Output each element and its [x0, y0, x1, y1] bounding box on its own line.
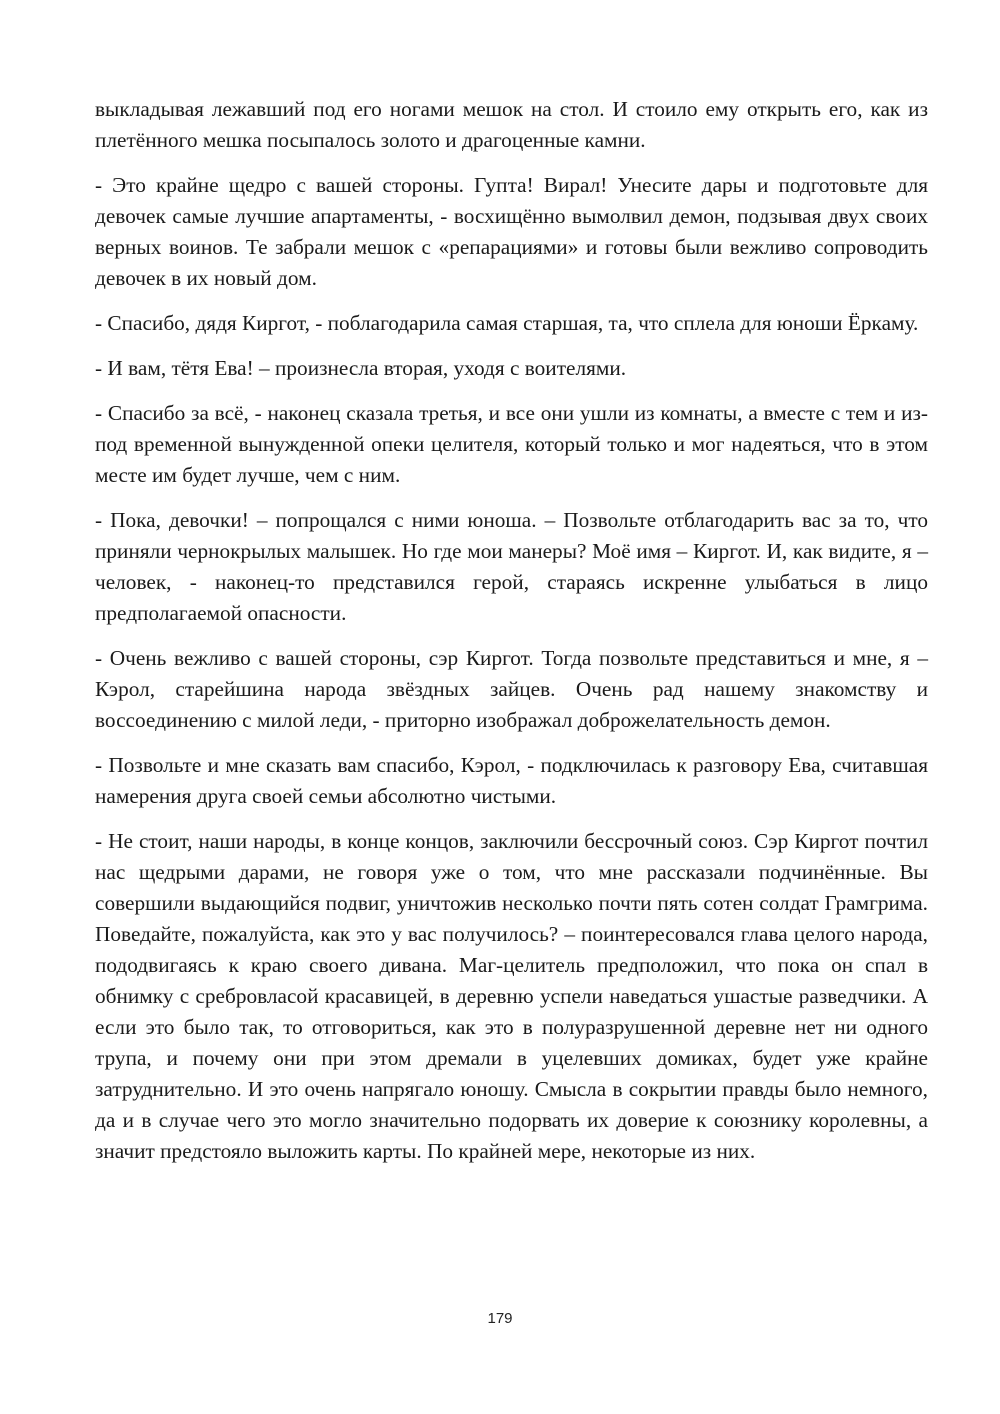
paragraph-8: - Позвольте и мне сказать вам спасибо, Кэрол, - подключилась к разговору Ева, считавшая намерения друга своей семьи абсолютно чистыми. [95, 753, 928, 808]
paragraph-4: - И вам, тётя Ева! – произнесла вторая, уходя с воителями. [95, 356, 627, 380]
paragraph-7: - Очень вежливо с вашей стороны, сэр Киргот. Тогда позвольте представиться и мне, я – Кэрол, старейшина народа звёздных зайцев. Очень рад нашему знакомству и воссоединению с милой леди, - приторно изображал доброжелательность демон. [95, 646, 928, 732]
page-number: 179 [487, 1310, 513, 1327]
paragraph-1: выкладывая лежавший под его ногами мешок на стол. И стоило ему открыть его, как из плетённого мешка посыпалось золото и драгоценные камни. [95, 97, 928, 152]
paragraph-6: - Пока, девочки! – попрощался с ними юноша. – Позвольте отблагодарить вас за то, что приняли чернокрылых малышек. Но где мои манеры? Моё имя – Киргот. И, как видите, я – человек, - наконец-то представился герой, стараясь искренне улыбаться в лицо предполагаемой опасности. [95, 508, 928, 625]
paragraph-9: - Не стоит, наши народы, в конце концов, заключили бессрочный союз. Сэр Киргот почтил нас щедрыми дарами, не говоря уже о том, что мне рассказали подчинённые. Вы совершили выдающийся подвиг, уничтожив несколько почти пять сотен солдат Грамгрима. Поведайте, пожалуйста, как это у вас получилось? – поинтересовался глава целого народа, пододвигаясь к краю своего дивана. Маг-целитель предположил, что пока он спал в обнимку с сребровласой красавицей, в деревню успели наведаться ушастые разведчики. А если это было так, то отговориться, как это в полуразрушенной деревне нет ни одного трупа, и почему они при этом дремали в уцелевших домиках, будет уже крайне затруднительно. И это очень напрягало юношу. Смысла в сокрытии правды было немного, да и в случае чего это могло значительно подорвать их доверие к союзнику королевны, а значит предстояло выложить карты. По крайней мере, некоторые из них. [95, 829, 928, 1163]
paragraph-5: - Спасибо за всё, - наконец сказала третья, и все они ушли из комнаты, а вместе с тем и из-под временной вынужденной опеки целителя, который только и мог надеяться, что в этом месте им будет лучше, чем с ним. [95, 401, 928, 487]
page-body [95, 94, 928, 1181]
paragraph-3: - Спасибо, дядя Киргот, - поблагодарила самая старшая, та, что сплела для юноши Ёркаму. [95, 311, 919, 335]
paragraph-2: - Это крайне щедро с вашей стороны. Гупта! Вирал! Унесите дары и подготовьте для девочек самые лучшие апартаменты, - восхищённо вымолвил демон, подзывая двух своих верных воинов. Те забрали мешок с «репарациями» и готовы были вежливо сопроводить девочек в их новый дом. [95, 173, 928, 290]
